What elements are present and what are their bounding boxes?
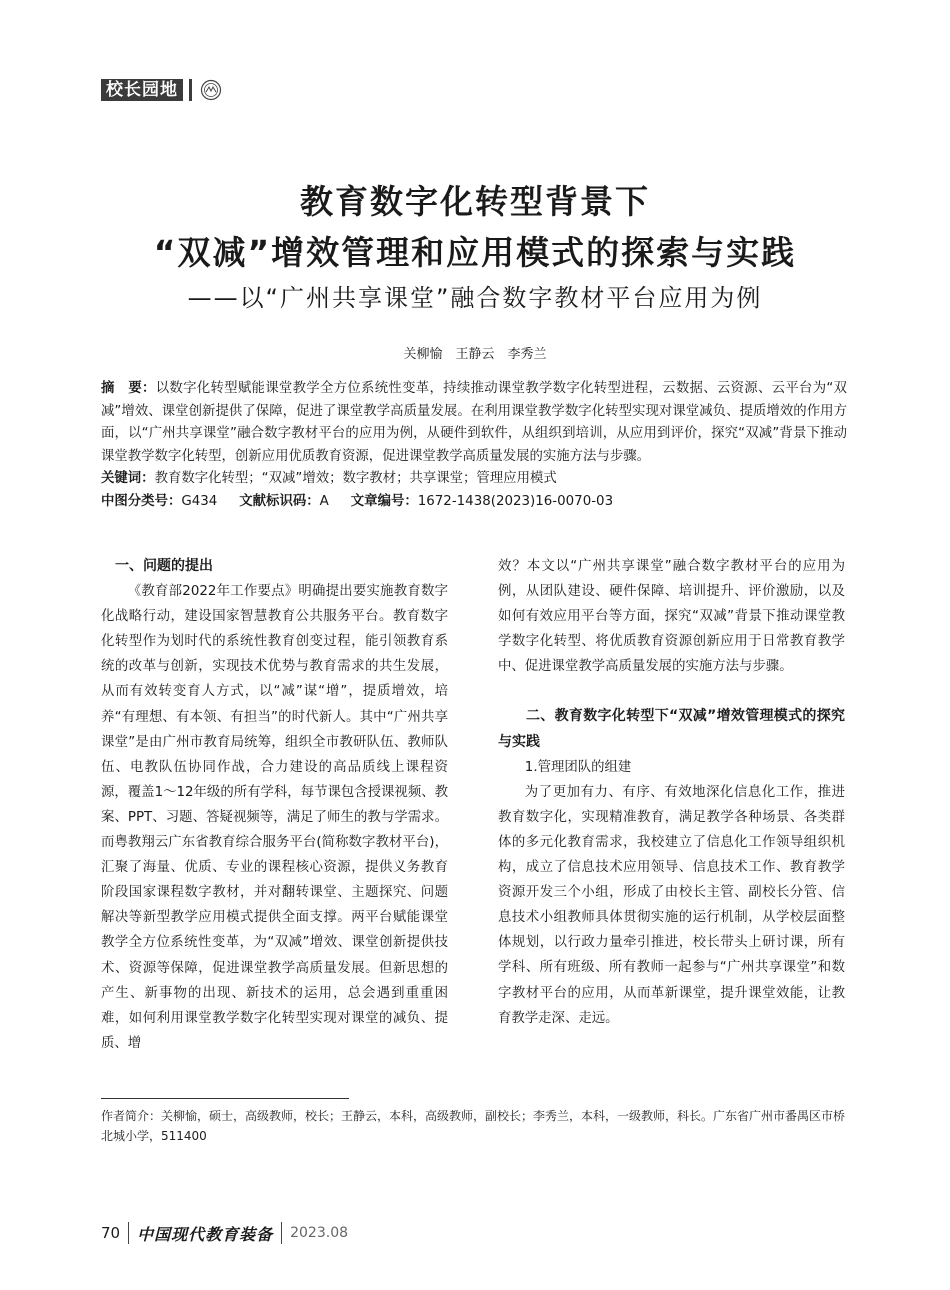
keywords-label: 关键词： — [101, 471, 155, 486]
footer-divider — [128, 1222, 129, 1244]
page-footer — [101, 1221, 348, 1245]
section-heading-1: 一、问题的提出 — [115, 558, 213, 574]
author-list: 关柳愉 王静云 李秀兰 — [403, 347, 547, 362]
journal-logo-icon — [200, 79, 222, 101]
author-footnote — [101, 1106, 847, 1146]
subsection-heading: 1.管理团队的组建 — [524, 759, 632, 775]
body-paragraph: 《教育部2022年工作要点》明确提出要实施教育数字化战略行动，建设国家智慧教育公共服务平台。教育数字化转型作为划时代的系统性教育创变过程，能引领教育系统的改革与创新，实现技术优势与教育需求的共生发展，从而有效转变育人方式，以“减”谋“增”，提质增效，培养“有理想、有本领、有担当”的时代新人。其中“广州共享课堂”是由广州市教育局统筹，组织全市教研队伍、教师队伍、电教队伍协同作战，合力建设的高品质线上课程资源，覆盖1～12年级的所有学科，每节课包含授课视频、教案、PPT、习题、答疑视频等，满足了师生的教与学需求。而粤教翔云广东省教育综合服务平台(简称数字教材平台)，汇聚了海量、优质、专业的课程核心资源，提供义务教育阶段国家课程数字教材，并对翻转课堂、主题探究、问题解决等新型教学应用模式提供全面支撑。两平台赋能课堂教学全方位系统性变革，为“双减”增效、课堂创新提供技术、资源等保障，促进课堂教学高质量发展。但新思想的产生、新事物的出现、新技术的运用，总会遇到重重困难，如何利用课堂教学数字化转型实现对课堂的减负、提质、增 — [101, 584, 448, 1051]
left-column — [101, 554, 448, 1056]
article-metadata — [101, 378, 847, 513]
footnote-divider — [101, 1098, 349, 1099]
body-paragraph-continued: 效？本文以“广州共享课堂”融合数字教材平台的应用为例，从团队建设、硬件保障、培训提升、评价激励，以及如何有效应用平台等方面，探究“双减”背景下推动课堂教学数字化转型、将优质教育资源创新应用于日常教育教学中、促进课堂教学高质量发展的实施方法与步骤。 — [498, 559, 845, 675]
classification-line — [101, 491, 847, 514]
clc-value: G434 — [181, 493, 218, 509]
abstract — [101, 378, 847, 468]
section-label: 校长园地 — [101, 79, 183, 101]
journal-name: 中国现代教育装备 — [137, 1224, 274, 1244]
header-divider — [189, 79, 192, 101]
footer-divider — [281, 1222, 282, 1244]
footnote-text: 关柳愉，硕士，高级教师，校长；王静云，本科，高级教师，副校长；李秀兰，本科，一级教师，科长。广东省广州市番禺区市桥北城小学，511400 — [101, 1109, 846, 1143]
article-title-line1: 教育数字化转型背景下 — [300, 182, 650, 221]
issue-date: 2023.08 — [290, 1225, 349, 1241]
doc-code-value: A — [319, 493, 329, 509]
doc-code-label: 文献标识码： — [239, 493, 320, 509]
section-heading-2: 二、教育数字化转型下“双减”增效管理模式的探究与实践 — [498, 708, 845, 750]
keywords-text: 教育数字化转型；“双减”增效；数字教材；共享课堂；管理应用模式 — [154, 471, 557, 486]
article-subtitle: ——以“广州共享课堂”融合数字教材平台应用为例 — [187, 284, 763, 312]
abstract-label: 摘 要： — [101, 381, 156, 396]
page-header — [101, 78, 222, 102]
keywords — [101, 468, 847, 491]
article-number-value: 1672-1438(2023)16-0070-03 — [417, 493, 614, 509]
article-number-label: 文章编号： — [350, 493, 418, 509]
body-paragraph: 为了更加有力、有序、有效地深化信息化工作，推进教育数字化，实现精准教育，满足教学各种场景、各类群体的多元化教育需求，我校建立了信息化工作领导组织机构，成立了信息技术应用领导、信息技术工作、教育教学资源开发三个小组，形成了由校长主管、副校长分管、信息技术小组教师具体贯彻实施的运行机制，从学校层面整体规划，以行政力量牵引推进，校长带头上研讨课，所有学科、所有班级、所有教师一起参与“广州共享课堂”和数字教材平台的应用，从而革新课堂，提升课堂效能，让教育教学走深、走远。 — [498, 784, 845, 1026]
clc-label: 中图分类号： — [101, 493, 182, 509]
page-number: 70 — [101, 1224, 121, 1242]
abstract-text: 以数字化转型赋能课堂教学全方位系统性变革，持续推动课堂教学数字化转型进程，云数据、云资源、云平台为“双减”增效、课堂创新提供了保障，促进了课堂教学高质量发展。在利用课堂教学数字化转型实现对课堂减负、提质增效的作用方面，以“广州共享课堂”融合数字教材平台的应用为例，从硬件到软件，从组织到培训，从应用到评价，探究“双减”背景下推动课堂教学数字化转型，创新应用优质教育资源，促进课堂教学高质量发展的实施方法与步骤。 — [101, 381, 848, 464]
article-title-block — [0, 182, 950, 314]
article-title-line2: “双减”增效管理和应用模式的探索与实践 — [153, 233, 797, 272]
footnote-label: 作者简介： — [101, 1109, 162, 1123]
right-column — [498, 554, 845, 1031]
